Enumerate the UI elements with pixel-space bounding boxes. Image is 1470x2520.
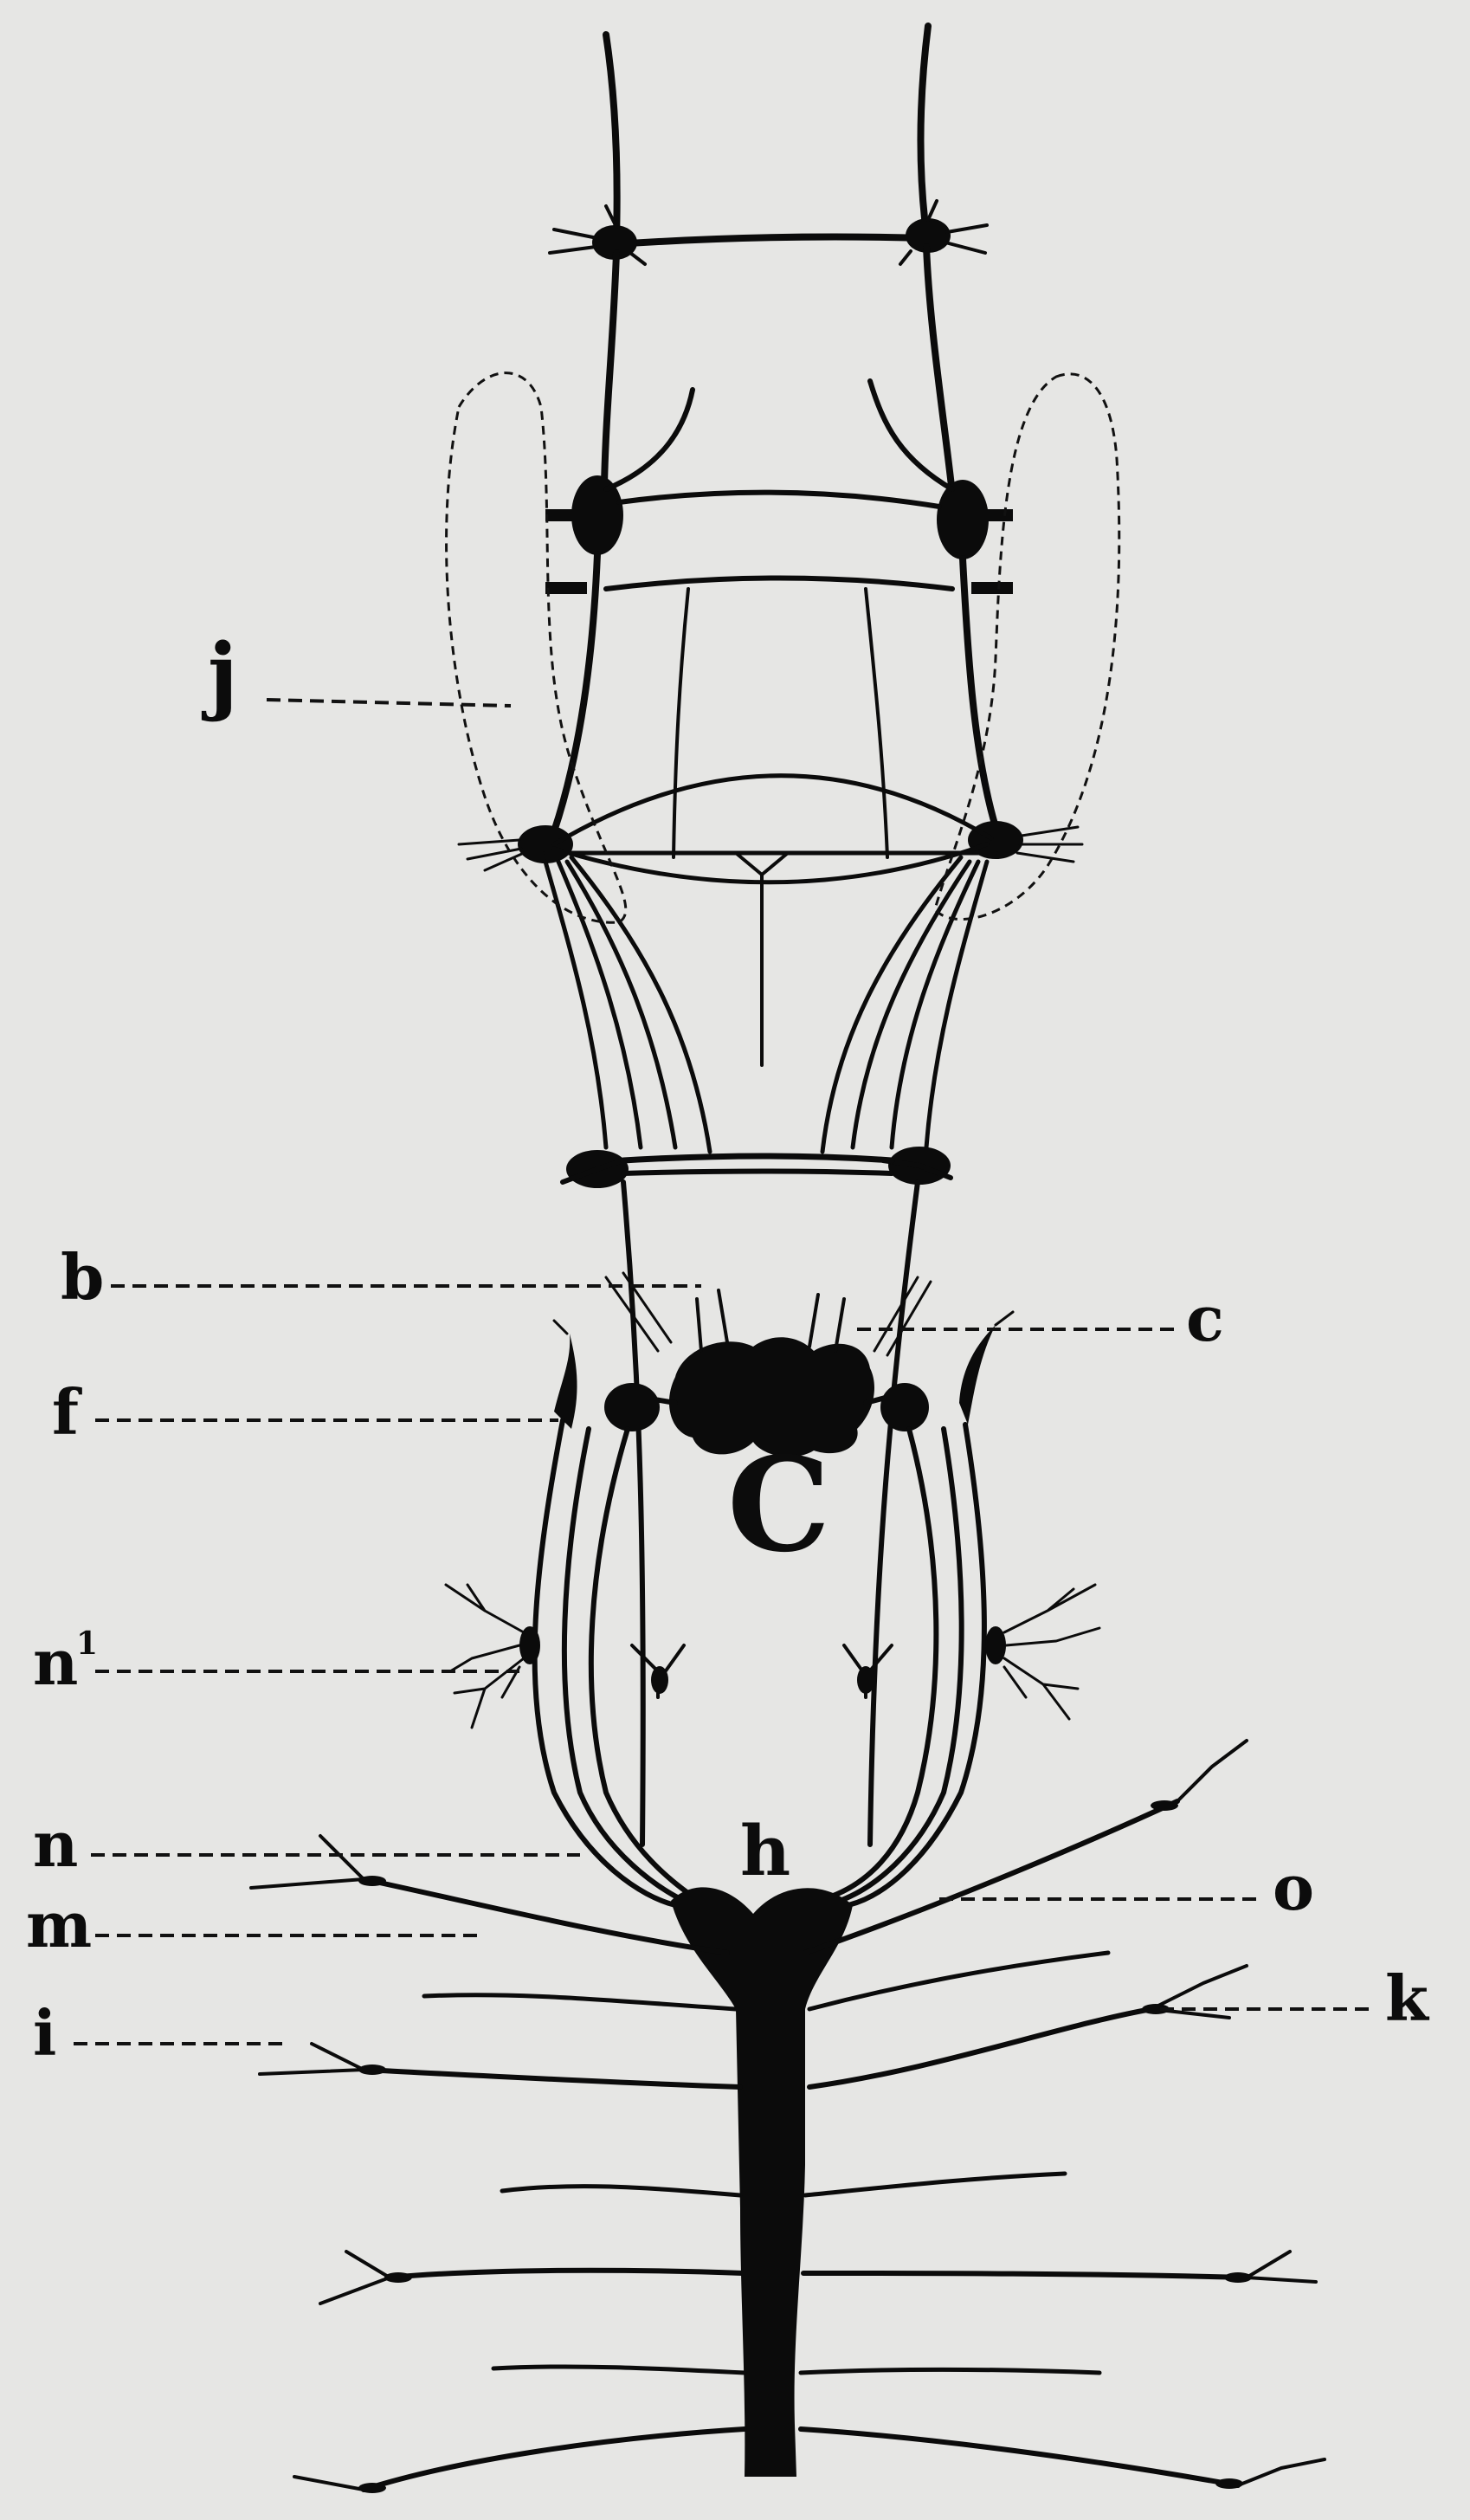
label-f: f xyxy=(52,1375,79,1449)
head-nerve-network xyxy=(459,26,1082,1188)
label-b: b xyxy=(61,1240,105,1314)
ganglion-lower-left xyxy=(518,825,573,863)
label-n1: n xyxy=(33,1625,79,1699)
label-k: k xyxy=(1385,1961,1428,2035)
ganglion-h xyxy=(671,1887,853,2477)
label-i: i xyxy=(33,1996,57,2070)
ganglion-f-left xyxy=(604,1383,660,1431)
leader-j xyxy=(267,700,511,706)
dashed-outline-right xyxy=(935,374,1119,920)
connective-bundle-right xyxy=(822,857,987,1152)
label-C-large: C xyxy=(727,1429,831,1581)
label-h: h xyxy=(740,1810,791,1891)
label-n1-superscript: 1 xyxy=(76,1625,99,1662)
label-o: o xyxy=(1273,1851,1315,1924)
ganglion-f-right xyxy=(880,1383,929,1431)
label-n: n xyxy=(33,1807,79,1881)
label-j: j xyxy=(208,625,238,723)
label-m: m xyxy=(26,1888,93,1961)
label-c-small: c xyxy=(1186,1282,1224,1355)
connective-bundle-left xyxy=(545,857,710,1152)
